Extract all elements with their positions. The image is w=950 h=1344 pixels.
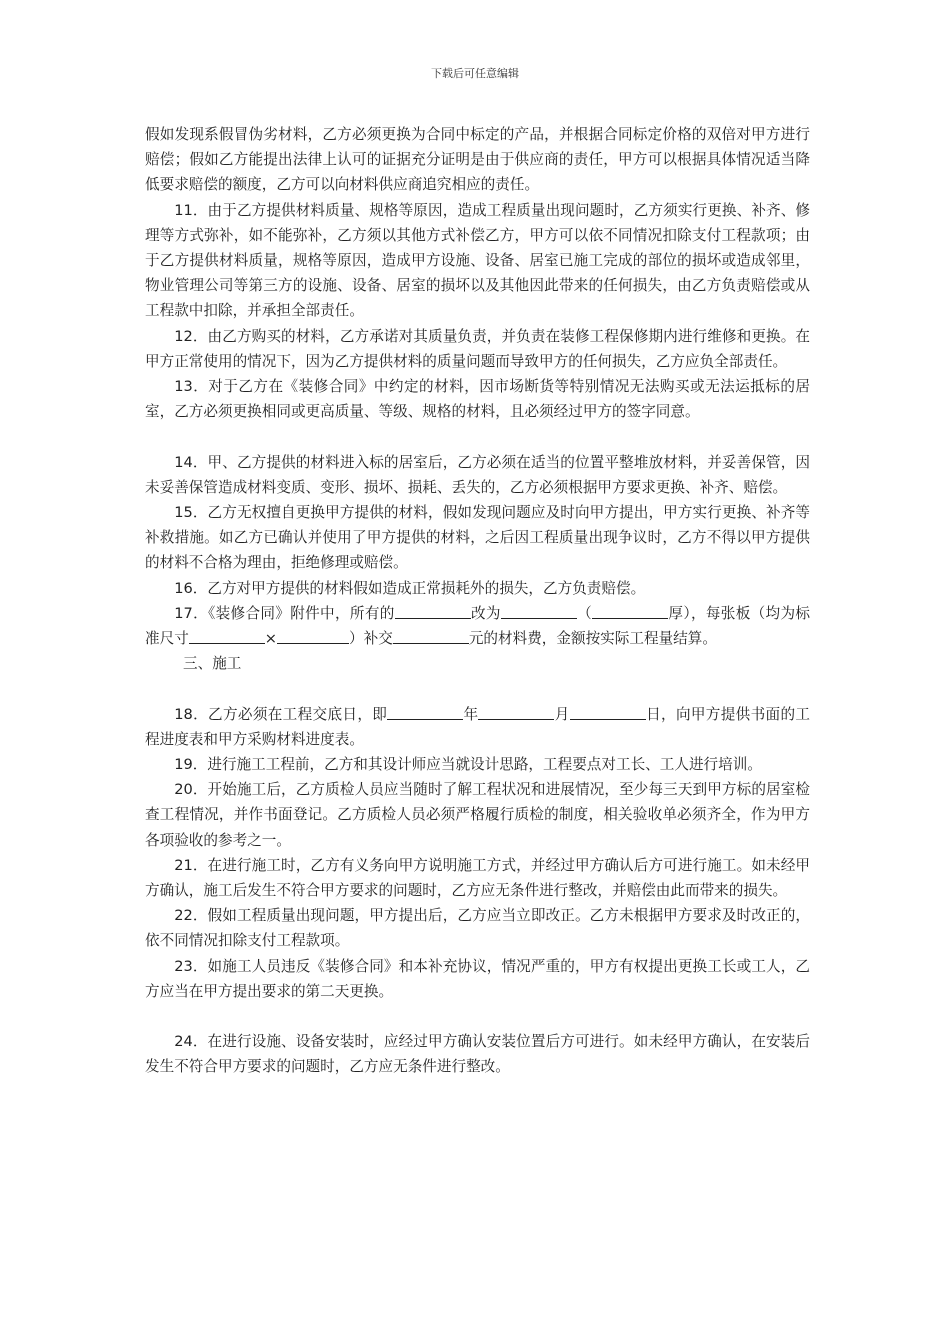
spacer (145, 424, 810, 449)
clause-17-text: （ (576, 604, 593, 622)
clause-18-text: 18．乙方必须在工程交底日，即 (174, 705, 388, 723)
fill-blank-thickness[interactable] (592, 601, 668, 619)
clause-17-text: ）补交 (349, 630, 393, 648)
clause-18-text: 日，向甲方提供书面的工程进度表和甲方采购材料进度表。 (145, 705, 810, 748)
clause-18-text: 年 (463, 705, 479, 723)
paragraph-intro: 假如发现系假冒伪劣材料，乙方必须更换为合同中标定的产品，并根据合同标定价格的双倍对甲方进行赔偿；假如乙方能提出法律上认可的证据充分证明是由于供应商的责任，甲方可以根据具体情况适当降低要求赔偿的额度，乙方可以向材料供应商追究相应的责任。 (145, 126, 810, 194)
page-header: 下载后可任意编辑 (431, 67, 519, 80)
clause-17 (145, 601, 810, 651)
fill-blank-month[interactable] (478, 702, 554, 720)
clause-20: 20．开始施工后，乙方质检人员应当随时了解工程状况和进展情况，至少每三天到甲方标的居室检查工程情况，并作书面登记。乙方质检人员必须严格履行质检的制度，相关验收单必须齐全，作为甲方各项验收的参考之一。 (145, 781, 810, 849)
clause-12: 12．由乙方购买的材料，乙方承诺对其质量负责，并负责在装修工程保修期内进行维修和更换。在甲方正常使用的情况下，因为乙方提供材料的质量问题而导致甲方的任何损失，乙方应负全部责任。 (145, 327, 810, 370)
clause-17-text: 改为 (470, 604, 501, 622)
fill-blank-original-material[interactable] (395, 601, 471, 619)
clause-18-text: 月 (554, 705, 570, 723)
fill-blank-year[interactable] (387, 702, 463, 720)
fill-blank-day[interactable] (570, 702, 646, 720)
fill-blank-material-fee[interactable] (393, 626, 469, 644)
spacer (145, 676, 810, 701)
section-heading-construction: 三、施工 (183, 655, 242, 673)
clause-21: 21．在进行施工时，乙方有义务向甲方说明施工方式，并经过甲方确认后方可进行施工。如未经甲方确认，施工后发生不符合甲方要求的问题时，乙方应无条件进行整改，并赔偿由此而带来的损失。 (145, 856, 810, 900)
clause-24: 24．在进行设施、设备安装时，应经过甲方确认安装位置后方可进行。如未经甲方确认，在安装后发生不符合甲方要求的问题时，乙方应无条件进行整改。 (145, 1033, 810, 1076)
clause-22: 22．假如工程质量出现问题，甲方提出后，乙方应当立即改正。乙方未根据甲方要求及时改正的，依不同情况扣除支付工程款项。 (145, 907, 810, 950)
clause-15: 15．乙方无权擅自更换甲方提供的材料，假如发现问题应及时向甲方提出，甲方实行更换、补齐等补救措施。如乙方已确认并使用了甲方提供的材料，之后因工程质量出现争议时，乙方不得以甲方提供的材料不合格为理由，拒绝修理或赔偿。 (145, 504, 810, 572)
clause-23: 23．如施工人员违反《装修合同》和本补充协议，情况严重的，甲方有权提出更换工长或工人，乙方应当在甲方提出要求的第二天更换。 (145, 957, 810, 1000)
clause-13: 13．对于乙方在《装修合同》中约定的材料，因市场断货等特别情况无法购买或无法运抵标的居室，乙方必须更换相同或更高质量、等级、规格的材料，且必须经过甲方的签字同意。 (145, 378, 810, 421)
clause-17-text: 元的材料费，金额按实际工程量结算。 (468, 630, 717, 648)
clause-14: 14．甲、乙方提供的材料进入标的居室后，乙方必须在适当的位置平整堆放材料，并妥善保管，因未妥善保管造成材料变质、变形、损坏、损耗、丢失的，乙方必须根据甲方要求更换、补齐、赔偿。 (145, 453, 810, 496)
clause-11: 11．由于乙方提供材料质量、规格等原因，造成工程质量出现问题时，乙方须实行更换、补齐、修理等方式弥补，如不能弥补，乙方须以其他方式补偿乙方，甲方可以依不同情况扣除支付工程款项；由于乙方提供材料质量，规格等原因，造成甲方设施、设备、居室已施工完成的部位的损坏或造成邻里，物业管理公司等第三方的设施、设备、居室的损坏以及其他因此带来的任何损失，由乙方负责赔偿或从工程款中扣除，并承担全部责任。 (145, 201, 810, 320)
clause-17-text: 17．《装修合同》附件中，所有的 (174, 604, 395, 622)
clause-18 (145, 702, 810, 752)
clause-17-times: × (264, 630, 278, 648)
clause-16: 16．乙方对甲方提供的材料假如造成正常损耗外的损失，乙方负责赔偿。 (174, 579, 646, 597)
document-body (145, 122, 810, 1080)
spacer (145, 1004, 810, 1029)
fill-blank-board-width[interactable] (277, 626, 349, 644)
fill-blank-board-length[interactable] (189, 626, 265, 644)
clause-19: 19．进行施工工程前，乙方和其设计师应当就设计思路，工程要点对工长、工人进行培训。 (174, 756, 762, 774)
fill-blank-new-material[interactable] (501, 601, 577, 619)
clause-17-text: 厚），每张板（均为标准尺寸 (145, 604, 810, 648)
